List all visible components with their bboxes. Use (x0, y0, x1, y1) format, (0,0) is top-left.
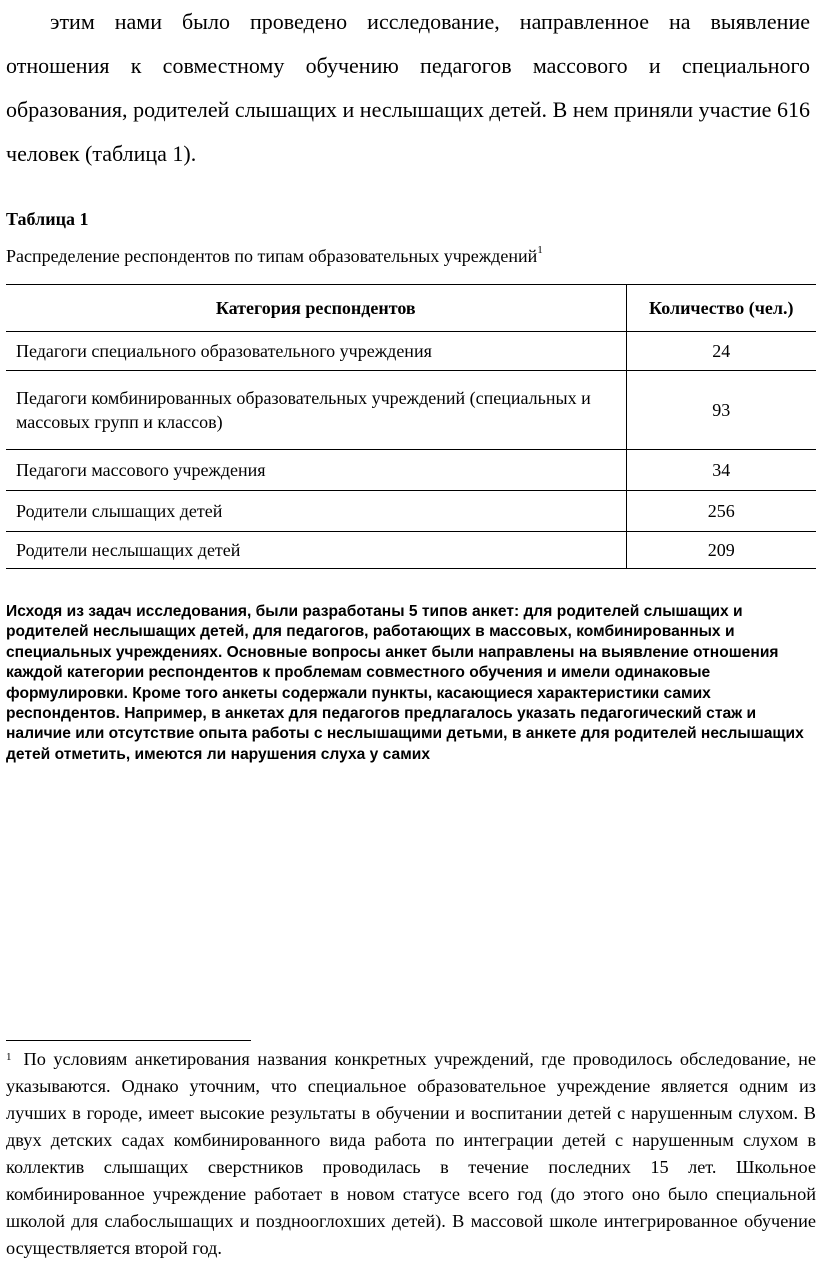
column-header-count: Количество (чел.) (626, 285, 816, 332)
table-row (6, 491, 816, 532)
table-row (6, 332, 816, 371)
row-category: Педагоги специального образовательного учреждения (6, 332, 626, 371)
footnote-divider (6, 1040, 251, 1041)
row-count: 24 (626, 332, 816, 371)
table-caption (6, 246, 543, 267)
respondents-table (6, 284, 816, 569)
footnote-mark: 1 (6, 1051, 12, 1063)
intro-paragraph: этим нами было проведено исследование, направленное на выявление отношения к совместному обучению педагогов массового и специального образования, родителей слышащих и неслышащих детей. В нем приняли участие 616 человек (таблица 1). (6, 9, 810, 166)
footnote-text: По условиям анкетирования названия конкретных учреждений, где проводилось обследование, не указываются. Однако уточним, что специальное образовательное учреждение является одним из лучших в городе, имеет высокие результаты в обучении и воспитании детей с нарушенным слухом. В двух детских садах комбинированного вида работа по интеграции детей с нарушенным слухом в коллектив слышащих сверстников проводилась в течение последних 15 лет. Школьное комбинированное учреждение работает в новом статусе всего год (до этого оно было специальной школой для слабослышащих и позднооглохших детей). В массовой школе интегрированное обучение осуществляется второй год. (6, 1049, 816, 1258)
row-count: 93 (626, 371, 816, 450)
row-category: Педагоги массового учреждения (6, 450, 626, 491)
table-row (6, 532, 816, 569)
table-caption-text: Распределение респондентов по типам образовательных учреждений (6, 246, 538, 266)
methods-paragraph: Исходя из задач исследования, были разработаны 5 типов анкет: для родителей слышащих и родителей неслышащих детей, для педагогов, работающих в массовых, комбинированных и специальных учреждениях. Основные вопросы анкет были направлены на выявление отношения каждой категории респондентов к проблемам совместного обучения и имели одинаковые формулировки. Кроме того анкеты содержали пункты, касающиеся характеристики самих респондентов. Например, в анкетах для педагогов предлагалось указать педагогический стаж и наличие или отсутствие опыта работы с неслышащими детьми, в анкете для родителей неслышащих детей отметить, имеются ли нарушения слуха у самих (6, 603, 804, 763)
footnote (6, 1046, 816, 1262)
table-label: Таблица 1 (6, 209, 89, 229)
row-count: 34 (626, 450, 816, 491)
table-header-row (6, 285, 816, 332)
row-category: Родители неслышащих детей (6, 532, 626, 569)
row-count: 209 (626, 532, 816, 569)
footnote-reference: 1 (537, 244, 543, 256)
row-category: Родители слышащих детей (6, 491, 626, 532)
row-count: 256 (626, 491, 816, 532)
table-row (6, 371, 816, 450)
table-row (6, 450, 816, 491)
row-category: Педагоги комбинированных образовательных учреждений (специальных и массовых групп и классов) (6, 371, 626, 450)
column-header-category: Категория респондентов (6, 285, 626, 332)
